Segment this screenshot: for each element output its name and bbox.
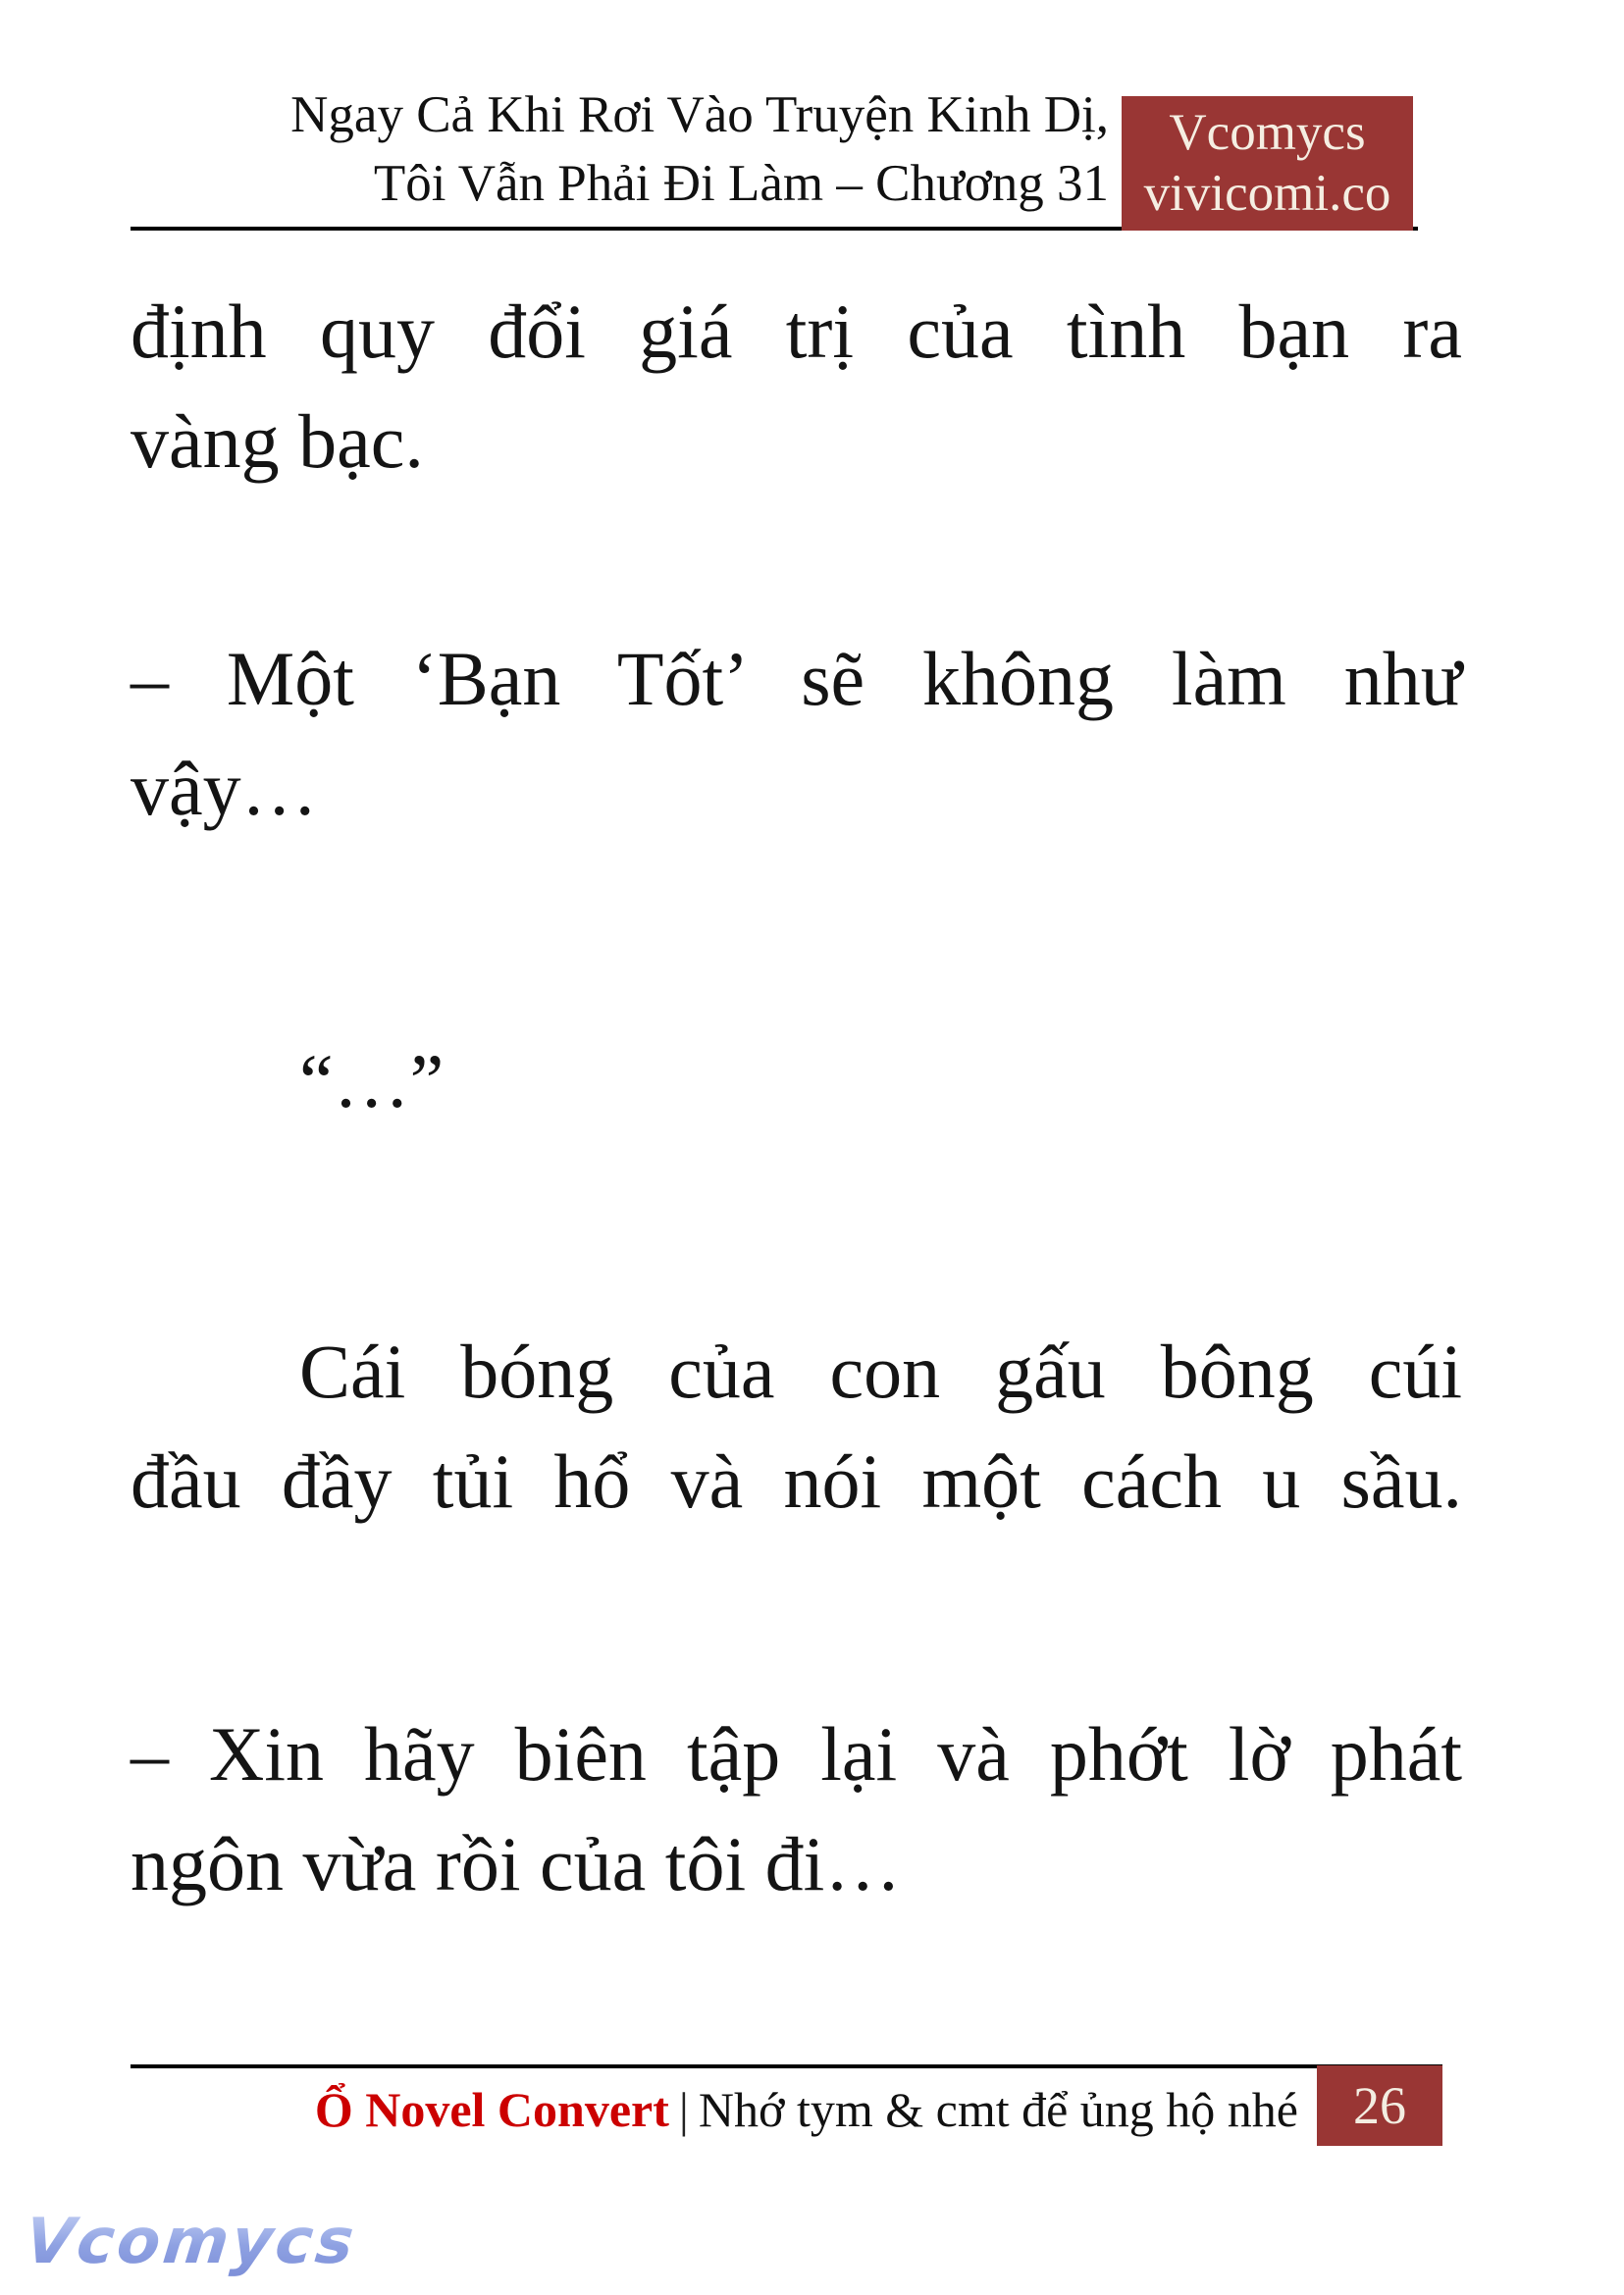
publisher-badge	[1122, 96, 1413, 231]
paragraph-2-line-1: – Một ‘Bạn Tốt’ sẽ không làm như	[131, 636, 1462, 721]
footer-note: Nhớ tym & cmt để ủng hộ nhé	[698, 2082, 1298, 2137]
page-title-line2: Tôi Vẫn Phải Đi Làm – Chương 31	[373, 155, 1109, 212]
footer-brand: Ổ Novel Convert	[314, 2082, 669, 2137]
publisher-site: vivicomi.co	[1143, 165, 1391, 222]
paragraph-5-line-1: – Xin hãy biên tập lại và phớt lờ phát	[131, 1711, 1462, 1797]
paragraph-1-line-2: vàng bạc.	[131, 398, 424, 484]
page-number-badge	[1317, 2065, 1442, 2146]
paragraph-5-line-2: ngôn vừa rồi của tôi đi…	[131, 1821, 902, 1906]
paragraph-3-line-1: “…”	[299, 1038, 445, 1123]
paragraph-2-line-2: vậy…	[131, 746, 318, 831]
vcomycs-watermark-logo: Vcomycs	[22, 2206, 360, 2278]
footer-separator: |	[678, 2082, 689, 2137]
paragraph-1-line-1: định quy đổi giá trị của tình bạn ra	[131, 288, 1462, 374]
page-number: 26	[1353, 2076, 1406, 2135]
footer-rule	[131, 2064, 1442, 2068]
paragraph-4-line-2: đầu đầy tủi hổ và nói một cách u sầu.	[131, 1438, 1462, 1524]
publisher-name: Vcomycs	[1169, 104, 1366, 161]
footer-credit	[131, 2078, 1298, 2141]
paragraph-4-line-1: Cái bóng của con gấu bông cúi	[299, 1329, 1462, 1414]
page-title-line1: Ngay Cả Khi Rơi Vào Truyện Kinh Dị,	[290, 86, 1109, 143]
